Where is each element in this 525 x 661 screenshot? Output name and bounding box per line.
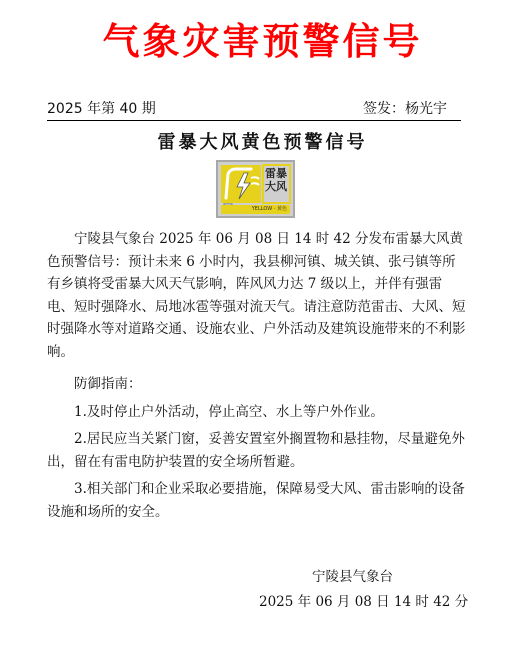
masthead-title: 气象灾害预警信号 [102,20,423,63]
bulletin-lead: 宁陵县气象台 2025 年 06 月 08 日 14 时 42 分发布雷暴大风黄色预警信号：预计未来 6 小时内，我县柳河镇、城关镇、张弓镇等所有乡镇将受雷暴大风天气影响，阵风风力达 7 级以上，并伴有强雷电、短时强降水、局地冰雹等强对流天气。请注意防范雷击、大风、短时强降水等对道路交通、设施农业、户外活动及建筑设施带来的不利影响。 [47,231,466,360]
issue-number: 2025 年第 40 期 [47,101,156,117]
signer: 签发：杨光宇 [363,101,447,117]
issue-row [47,100,461,121]
issue-date: 2025 年 06 月 08 日 14 时 42 分 [259,594,469,610]
guide-heading: 防御指南： [74,376,142,392]
thunderstorm-wind-yellow-warning-icon [216,160,295,218]
guideline-item: 1.及时停止户外活动，停止高空、水上等户外作业。 [74,403,384,420]
signal-title: 雷暴大风黄色预警信号 [157,132,368,153]
bulletin-body [47,228,467,523]
badge-caption: YELLOW · 黄色 [221,205,290,214]
issuing-org: 宁陵县气象台 [312,569,393,585]
guideline-item: 3.相关部门和企业采取必要措施，保障易受大风、雷击影响的设备设施和场所的安全。 [47,481,465,520]
badge-text: 雷暴大风 [265,167,287,193]
guideline-item: 2.居民应当关紧门窗，妥善安置室外搁置物和悬挂物，尽量避免外出，留在有雷电防护装置的安全场所暂避。 [47,431,465,470]
